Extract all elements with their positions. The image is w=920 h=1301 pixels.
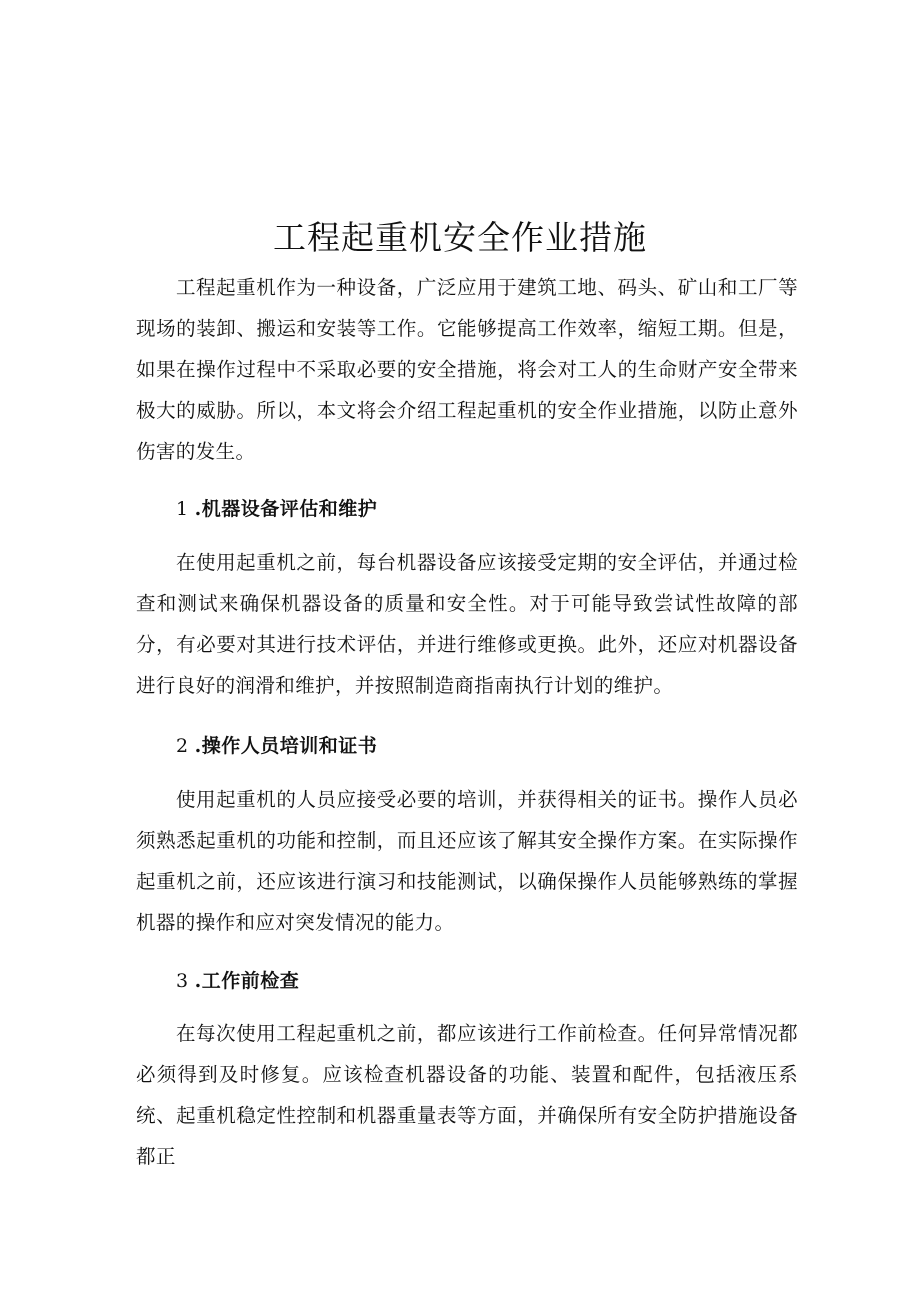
section-3-number: 3	[176, 970, 189, 992]
section-3-heading	[176, 966, 299, 996]
section-1-heading	[176, 494, 377, 524]
section-1-number: 1	[176, 498, 189, 520]
section-2-paragraph: 使用起重机的人员应接受必要的培训，并获得相关的证书。操作人员必须熟悉起重机的功能和控制，而且还应该了解其安全操作方案。在实际操作起重机之前，还应该进行演习和技能测试，以确保操作人员能够熟练的掌握机器的操作和应对突发情况的能力。	[136, 788, 798, 934]
section-2-heading	[176, 731, 377, 761]
document-title: 工程起重机安全作业措施	[273, 218, 647, 257]
section-2-number: 2	[176, 735, 189, 757]
section-3-paragraph: 在每次使用工程起重机之前，都应该进行工作前检查。任何异常情况都必须得到及时修复。应该检查机器设备的功能、装置和配件，包括液压系统、起重机稳定性控制和机器重量表等方面，并确保所有安全防护措施设备都正	[136, 1022, 798, 1168]
section-1-heading-text: .机器设备评估和维护	[194, 498, 378, 520]
intro-paragraph: 工程起重机作为一种设备，广泛应用于建筑工地、码头、矿山和工厂等现场的装卸、搬运和安装等工作。它能够提高工作效率，缩短工期。但是，如果在操作过程中不采取必要的安全措施，将会对工人的生命财产安全带来极大的威胁。所以，本文将会介绍工程起重机的安全作业措施，以防止意外伤害的发生。	[136, 276, 798, 463]
section-1-paragraph: 在使用起重机之前，每台机器设备应该接受定期的安全评估，并通过检查和测试来确保机器设备的质量和安全性。对于可能导致尝试性故障的部分，有必要对其进行技术评估，并进行维修或更换。此外，还应对机器设备进行良好的润滑和维护，并按照制造商指南执行计划的维护。	[136, 551, 798, 697]
section-2-heading-text: .操作人员培训和证书	[194, 735, 378, 757]
section-3-heading-text: .工作前检查	[194, 970, 300, 992]
